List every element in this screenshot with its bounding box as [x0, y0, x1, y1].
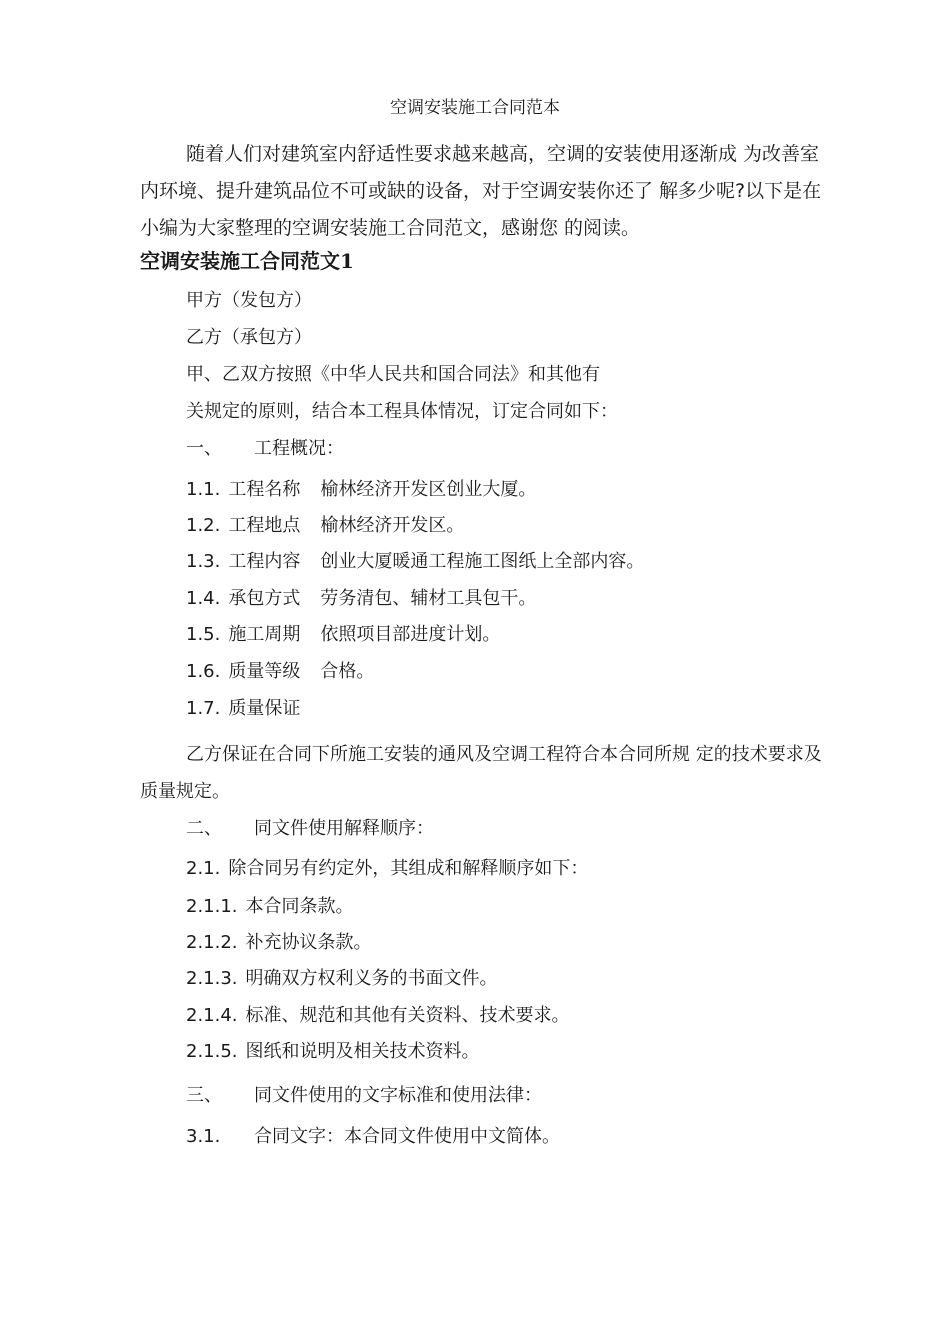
- order-item-text: 本合同条款。: [245, 896, 354, 917]
- party-a-line: 甲方（发包方）: [186, 290, 312, 311]
- clause-2-1-text: 除合同另有约定外，其组成和解释顺序如下：: [228, 858, 589, 879]
- part1-heading: [186, 435, 344, 463]
- overview-item-number: 1.4.: [186, 588, 221, 609]
- overview-item-key: 施工周期: [228, 624, 301, 645]
- intro-paragraph: 随着人们对建筑室内舒适性要求越来越高，空调的安装使用逐渐成 为改善室内环境、提升建筑品位不可或缺的设备，对于空调安装你还了 解多少呢?以下是在小编为大家整理的空调安装施工合同范文，感谢您 的阅读。: [140, 143, 822, 239]
- section-heading: 空调安装施工合同范文1: [140, 249, 354, 273]
- part1-number: 一、: [186, 438, 222, 459]
- clause-2-1-number: 2.1.: [186, 858, 221, 879]
- overview-item: [186, 585, 536, 613]
- overview-item-number: 1.2.: [186, 515, 221, 536]
- part2-number: 二、: [186, 818, 222, 839]
- overview-item: [186, 512, 464, 540]
- order-item-text: 图纸和说明及相关技术资料。: [245, 1041, 480, 1062]
- order-item-text: 补充协议条款。: [245, 932, 372, 953]
- part3-title: 同文件使用的文字标准和使用法律：: [254, 1085, 542, 1106]
- part2-title: 同文件使用解释顺序：: [254, 818, 434, 839]
- overview-item-key: 工程名称: [228, 479, 301, 500]
- overview-item-key: 工程地点: [228, 515, 301, 536]
- order-item: [186, 893, 354, 921]
- part2-heading: [186, 815, 434, 843]
- overview-item-key: 质量保证: [228, 698, 301, 719]
- order-item: [186, 965, 498, 993]
- overview-item-key: 承包方式: [228, 588, 301, 609]
- overview-item: [186, 476, 536, 504]
- order-item-number: 2.1.3.: [186, 968, 238, 989]
- overview-item-value: 榆林经济开发区。: [320, 515, 465, 536]
- order-item-number: 2.1.2.: [186, 932, 238, 953]
- overview-item: [186, 658, 374, 686]
- overview-item-value: 合格。: [320, 661, 375, 682]
- clause-3-1: [186, 1123, 560, 1151]
- order-item-text: 明确双方权利义务的书面文件。: [245, 968, 498, 989]
- part3-heading: [186, 1082, 542, 1110]
- overview-item-value: 创业大厦暖通工程施工图纸上全部内容。: [320, 551, 645, 572]
- party-b-line: 乙方（承包方）: [186, 327, 312, 348]
- overview-item: [186, 548, 644, 576]
- clause-3-1-number: 3.1.: [186, 1126, 221, 1147]
- basis-line-1: 甲、乙双方按照《中华人民共和国合同法》和其他有: [186, 364, 600, 385]
- overview-item-number: 1.6.: [186, 661, 221, 682]
- quality-paragraph: 乙方保证在合同下所施工安装的通风及空调工程符合本合同所规 定的技术要求及质量规定。: [140, 744, 822, 802]
- clause-2-1: [186, 855, 588, 883]
- overview-item-value: 劳务清包、辅材工具包干。: [320, 588, 537, 609]
- overview-item-value: 依照项目部进度计划。: [320, 624, 501, 645]
- part3-number: 三、: [186, 1085, 222, 1106]
- clause-3-1-text: 合同文字：本合同文件使用中文简体。: [254, 1126, 560, 1147]
- order-item: [186, 929, 372, 957]
- order-item-number: 2.1.4.: [186, 1005, 238, 1026]
- overview-item-number: 1.5.: [186, 624, 221, 645]
- overview-item-key: 质量等级: [228, 661, 301, 682]
- overview-item: [186, 621, 500, 649]
- order-item-number: 2.1.1.: [186, 896, 238, 917]
- overview-item-key: 工程内容: [228, 551, 301, 572]
- basis-line-2: 关规定的原则，结合本工程具体情况，订定合同如下：: [186, 401, 618, 422]
- order-item-number: 2.1.5.: [186, 1041, 238, 1062]
- order-item: [186, 1038, 480, 1066]
- overview-item: [186, 695, 320, 723]
- overview-item-number: 1.1.: [186, 479, 221, 500]
- order-item: [186, 1002, 570, 1030]
- overview-item-value: 榆林经济开发区创业大厦。: [320, 479, 537, 500]
- document-title: 空调安装施工合同范本: [390, 98, 560, 118]
- order-item-text: 标准、规范和其他有关资料、技术要求。: [245, 1005, 570, 1026]
- part1-title: 工程概况：: [254, 438, 344, 459]
- overview-item-number: 1.7.: [186, 698, 221, 719]
- overview-item-number: 1.3.: [186, 551, 221, 572]
